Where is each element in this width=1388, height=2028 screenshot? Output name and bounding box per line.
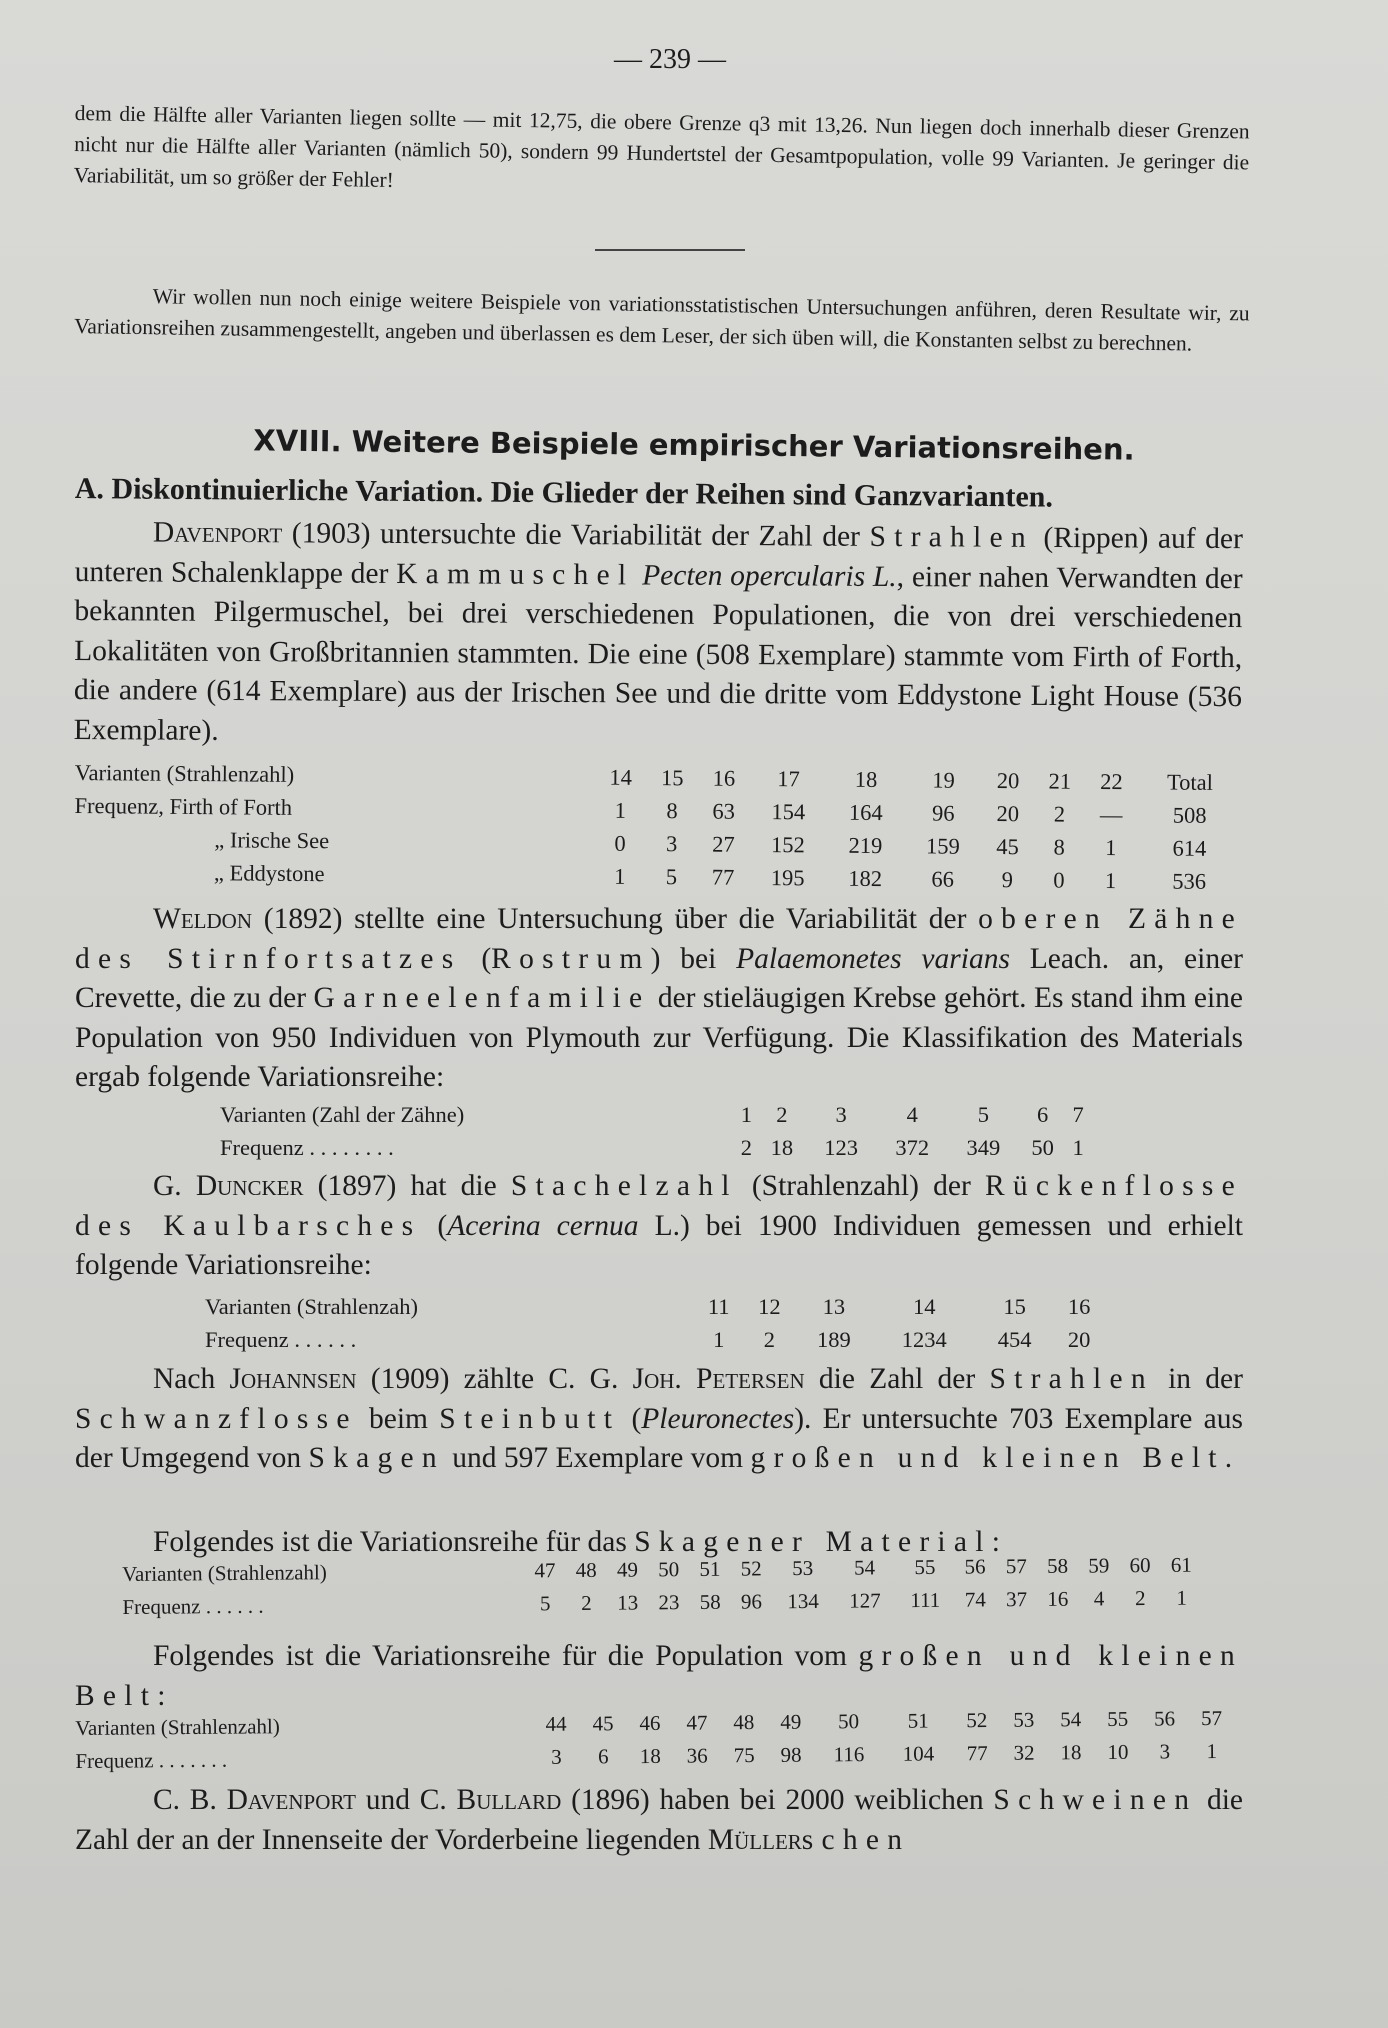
author-name: Müller (707, 1823, 802, 1856)
table-cell: 61 (1170, 1552, 1192, 1577)
paragraph-davenport-bullard: C. B. Davenport und C. Bullard (1896) haben bei 2000 weiblichen Schweinen die Zahl der an der Innenseite der Vorderbeine liegenden Müllerschen (75, 1784, 1243, 1856)
species-name: Pecten opercularis L. (642, 558, 897, 593)
row-label: „ Irische See (214, 826, 330, 853)
table-cell: 15 (1003, 1293, 1026, 1319)
table-cell: 44 (545, 1711, 567, 1736)
table-cell: 60 (1129, 1553, 1151, 1578)
table-cell: 10 (1107, 1739, 1129, 1764)
table-header-row (220, 1098, 1090, 1131)
variation-table-weldon (220, 1098, 1090, 1164)
table-cell: 1 (1072, 1134, 1084, 1160)
table-cell: 51 (699, 1556, 721, 1581)
table-cell: 47 (534, 1558, 556, 1583)
table-cell: 77 (711, 864, 735, 890)
table-cell: 50 (658, 1557, 680, 1582)
spaced-term: Skagen (308, 1442, 445, 1474)
table-cell: 37 (1005, 1587, 1028, 1612)
table-cell: 46 (639, 1710, 661, 1736)
table-cell: 508 (1172, 802, 1207, 828)
table-header-label: Varianten (Strahlenzah) (205, 1293, 419, 1319)
variation-table-duncker (205, 1290, 1105, 1356)
table-cell: 54 (1060, 1707, 1082, 1732)
table-cell: 454 (997, 1326, 1032, 1352)
table-cell: 48 (733, 1710, 755, 1735)
species-name: Pleuronectes (641, 1402, 795, 1435)
table-cell: 18 (770, 1134, 794, 1160)
variation-table-belt (75, 1702, 1236, 1778)
table-header-label: Varianten (Strahlenzahl) (74, 759, 295, 787)
section-heading: XVIII. Weitere Beispiele empirischer Variationsreihen. (253, 423, 1135, 467)
spaced-term: Stachelzahl (510, 1170, 738, 1202)
spaced-term: Strahlen (869, 520, 1034, 554)
subsection-heading: A. Diskontinuierliche Variation. Die Glieder der Reihen sind Ganzvarianten. (74, 472, 1054, 514)
table-cell: 372 (895, 1134, 930, 1160)
table-cell: 74 (964, 1587, 986, 1612)
table-cell: 58 (699, 1589, 721, 1614)
table-cell: 1 (614, 797, 627, 823)
table-header-label: Varianten (Zahl der Zähne) (220, 1101, 465, 1127)
table-cell: 12 (758, 1293, 781, 1319)
table-cell: 20 (1067, 1326, 1091, 1352)
table-cell: 50 (838, 1709, 860, 1734)
variation-table-skagen (122, 1549, 1203, 1624)
table-cell: 2 (581, 1590, 592, 1615)
intro-paragraph-2: Wir wollen nun noch einige weitere Beispiele von variationsstatistischen Untersuchungen anführen, deren Resultate wir, zu Variationsreihen zusammengestellt, angeben und überlassen es dem Leser, der sich üben will, die Konstanten selbst zu berechnen. (74, 284, 1250, 356)
table-cell: 6 (1036, 1101, 1049, 1127)
table-cell: 349 (966, 1134, 1001, 1160)
table-cell: 1 (1206, 1739, 1218, 1764)
table-cell: 16 (1047, 1586, 1069, 1611)
table-cell: 2 (763, 1326, 775, 1352)
table-cell: 55 (1107, 1706, 1129, 1731)
spaced-term: Kammuschel (396, 557, 635, 591)
table-cell: 111 (910, 1587, 941, 1613)
table-cell: 16 (712, 765, 736, 791)
paragraph-skagen-intro: Folgendes ist die Variationsreihe für das Skagener Material: (153, 1526, 1000, 1558)
table-cell: 18 (854, 766, 878, 792)
table-cell: 20 (996, 800, 1020, 826)
table-cell: 2 (1053, 801, 1066, 827)
spaced-term: Rostrum (491, 942, 651, 975)
table-cell: 3 (835, 1101, 847, 1127)
table-cell: 3 (666, 830, 678, 856)
row-label: Frequenz . . . . . . . . (220, 1134, 394, 1160)
table-cell: 13 (822, 1293, 846, 1319)
table-cell: 49 (616, 1557, 639, 1582)
table-cell: 11 (707, 1293, 730, 1319)
paragraph-johannsen: Nach Johannsen (1909) zählte C. G. Joh. Petersen die Zahl der Strahlen in der Schwanzflosse beim Steinbutt (Pleuronectes). Er untersuchte 703 Exemplare aus der Umgegend von Skagen und 597 Exemplare vom großen und kleinen Belt. (75, 1363, 1244, 1474)
table-cell: 219 (848, 832, 883, 858)
table-cell: 1 (713, 1326, 725, 1352)
table-cell: 75 (733, 1743, 755, 1768)
table-cell: 614 (1172, 835, 1207, 861)
table-cell: 116 (833, 1742, 865, 1767)
table-cell: 1 (740, 1101, 752, 1127)
table-header-label: Varianten (Strahlenzahl) (75, 1714, 280, 1740)
table-cell: 22 (1100, 768, 1123, 794)
table-cell: 51 (907, 1708, 929, 1733)
table-cell: 8 (666, 797, 678, 823)
table-cell: 21 (1048, 767, 1072, 794)
table-row (220, 1131, 1090, 1164)
table-cell: 15 (660, 764, 684, 790)
table-cell: 1 (1176, 1585, 1188, 1610)
table-cell: 47 (686, 1710, 708, 1735)
section-divider (595, 249, 745, 251)
table-cell: 50 (1031, 1134, 1054, 1160)
table-cell: 52 (740, 1556, 762, 1581)
table-cell: 16 (1067, 1293, 1091, 1319)
author-name: Weldon (153, 903, 252, 935)
table-cell: 4 (906, 1101, 918, 1127)
table-cell: 98 (780, 1742, 802, 1767)
table-cell: 32 (1013, 1740, 1035, 1765)
author-name: Bullard (456, 1784, 562, 1816)
table-cell: 13 (617, 1590, 639, 1615)
species-name: Acerina cernua (447, 1209, 639, 1242)
paragraph-belt-intro: Folgendes ist die Variationsreihe für die Population vom großen und kleinen Belt: (75, 1640, 1243, 1712)
table-cell: 57 (1200, 1705, 1223, 1731)
table-cell: 54 (854, 1555, 876, 1580)
author-name: G. Duncker (153, 1170, 304, 1202)
table-cell: 14 (913, 1293, 936, 1319)
author-name: Davenport (226, 1784, 356, 1816)
table-cell: 77 (966, 1741, 988, 1766)
author-name: Johannsen (229, 1363, 357, 1395)
table-cell: 4 (1093, 1586, 1105, 1611)
row-label: Frequenz, Firth of Forth (74, 792, 293, 820)
author-name: Joh. Petersen (632, 1363, 805, 1395)
table-cell: 59 (1088, 1553, 1110, 1578)
table-cell: 195 (770, 864, 805, 890)
row-label: „ Eddystone (213, 859, 325, 886)
paragraph-davenport: Davenport (1903) untersuchte die Variabilität der Zahl der Strahlen (Rippen) auf der unteren Schalenklappe der Kammuschel Pecten opercularis L., einer nahen Verwandten der bekannten Pilgermuschel, bei drei verschiedenen Populationen, die von drei verschiedenen Lokalitäten von Großbritannien stammten. Die eine (508 Exemplare) stammte vom Firth of Forth, die andere (614 Exemplare) aus der Irischen See und die dritte vom Eddystone Light House (536 Exemplare). (73, 516, 1243, 747)
row-label: Frequenz . . . . . . . (75, 1747, 228, 1773)
table-cell: — (1099, 801, 1123, 827)
table-cell: 7 (1072, 1101, 1084, 1127)
table-cell: 8 (1053, 834, 1065, 860)
table-cell: 1 (1105, 834, 1117, 860)
table-cell: 27 (712, 831, 735, 857)
spaced-term: Strahlen (989, 1363, 1154, 1395)
table-cell: 5 (539, 1591, 551, 1616)
table-cell: 127 (849, 1588, 881, 1613)
table-cell: 159 (925, 832, 960, 859)
spaced-term: oberen Zähne des Stirnfortsatzes (75, 903, 1243, 975)
table-cell: Total (1166, 769, 1214, 795)
table-cell: 45 (592, 1711, 614, 1736)
species-name: Palaemonetes varians (736, 942, 1010, 975)
row-label: Frequenz . . . . . . (122, 1593, 264, 1619)
spaced-term: großen und kleinen Belt (750, 1442, 1225, 1474)
table-cell: 66 (931, 865, 955, 892)
table-cell: 19 (932, 766, 955, 793)
table-cell: 2 (1134, 1586, 1146, 1611)
table-cell: 18 (1060, 1740, 1082, 1765)
table-cell: 96 (740, 1589, 763, 1614)
table-cell: 63 (712, 798, 736, 824)
table-cell: 96 (931, 799, 955, 826)
table-cell: 52 (966, 1708, 988, 1733)
table-cell: 20 (996, 767, 1020, 793)
table-cell: 2 (740, 1134, 752, 1160)
table-cell: 0 (1053, 867, 1065, 893)
table-cell: 23 (658, 1590, 680, 1615)
page-number: — 239 — (614, 44, 726, 75)
table-cell: 104 (902, 1741, 935, 1766)
row-label: Frequenz . . . . . . (205, 1326, 357, 1352)
table-cell: 189 (817, 1326, 851, 1352)
paragraph-weldon: Weldon (1892) stellte eine Untersuchung über die Variabilität der oberen Zähne des Stirnfortsatzes (Rostrum) bei Palaemonetes varians Leach. an, einer Crevette, die zu der Garneelenfamilie der stieläugigen Krebse gehört. Es stand ihm eine Population von 950 Individuen von Plymouth zur Verfügung. Die Klassifikation des Materials ergab folgende Variationsreihe: (75, 903, 1244, 1093)
spaced-term: Steinbutt (439, 1402, 621, 1435)
table-cell: 45 (996, 833, 1019, 859)
table-cell: 164 (848, 799, 883, 825)
table-cell: 152 (770, 831, 805, 857)
spaced-term: Schwanzflosse (75, 1402, 358, 1435)
paragraph-duncker: G. Duncker (1897) hat die Stachelzahl (Strahlenzahl) der Rückenflosse des Kaulbarsches (Acerina cernua L.) bei 1900 Individuen gemessen und erhielt folgende Variationsreihe: (75, 1170, 1243, 1281)
table-cell: 48 (575, 1557, 597, 1583)
spaced-term: großen und kleinen Belt (75, 1640, 1243, 1712)
table-header-label: Varianten (Strahlenzahl) (122, 1560, 327, 1586)
table-cell: 56 (1153, 1706, 1176, 1731)
table-cell: 182 (848, 865, 883, 891)
table-cell: 2 (776, 1101, 788, 1127)
spaced-term: Schweinen (993, 1784, 1198, 1816)
table-cell: 1 (614, 863, 626, 889)
table-cell: 123 (824, 1134, 859, 1160)
table-row (205, 1323, 1105, 1356)
table-cell: 53 (1013, 1707, 1035, 1732)
table-cell: 36 (686, 1743, 708, 1768)
author-name: Davenport (152, 516, 283, 550)
table-header-row (205, 1290, 1105, 1323)
table-cell: 17 (777, 765, 800, 791)
table-cell: 5 (665, 863, 678, 889)
table-cell: 55 (914, 1554, 936, 1580)
table-cell: 14 (609, 764, 633, 790)
table-cell: 49 (780, 1709, 802, 1734)
table-cell: 9 (1001, 866, 1013, 892)
table-cell: 0 (614, 830, 626, 856)
table-cell: 57 (1005, 1554, 1027, 1579)
table-cell: 3 (551, 1744, 562, 1769)
table-cell: 53 (792, 1555, 814, 1581)
intro-paragraph: dem die Hälfte aller Varianten liegen sollte — mit 12,75, die obere Grenze q3 mit 13,26. Nun liegen doch innerhalb dieser Grenzen nicht nur die Hälfte aller Varianten (nämlich 50), sondern 99 Hundertstel der Gesamtpopulation, volle 99 Varianten. Je geringer die Variabilität, um so größer der Fehler! (73, 100, 1250, 193)
table-cell: 536 (1172, 868, 1207, 894)
table-cell: 3 (1159, 1739, 1171, 1764)
table-cell: 18 (639, 1743, 661, 1769)
table-cell: 1234 (901, 1326, 947, 1352)
table-cell: 56 (964, 1554, 986, 1579)
table-cell: 5 (977, 1101, 989, 1127)
spaced-term: Rückenflosse des Kaulbarsches (75, 1170, 1243, 1242)
table-cell: 1 (1104, 867, 1117, 893)
table-cell: 134 (787, 1588, 819, 1614)
table-cell: 58 (1046, 1553, 1069, 1578)
spaced-term: Skagener Material (634, 1526, 992, 1558)
spaced-term: Garneelenfamilie (313, 982, 651, 1014)
table-cell: 154 (771, 798, 806, 824)
spaced-term: schen (801, 1823, 911, 1856)
table-cell: 6 (597, 1744, 609, 1769)
variation-table-davenport (74, 756, 1243, 898)
